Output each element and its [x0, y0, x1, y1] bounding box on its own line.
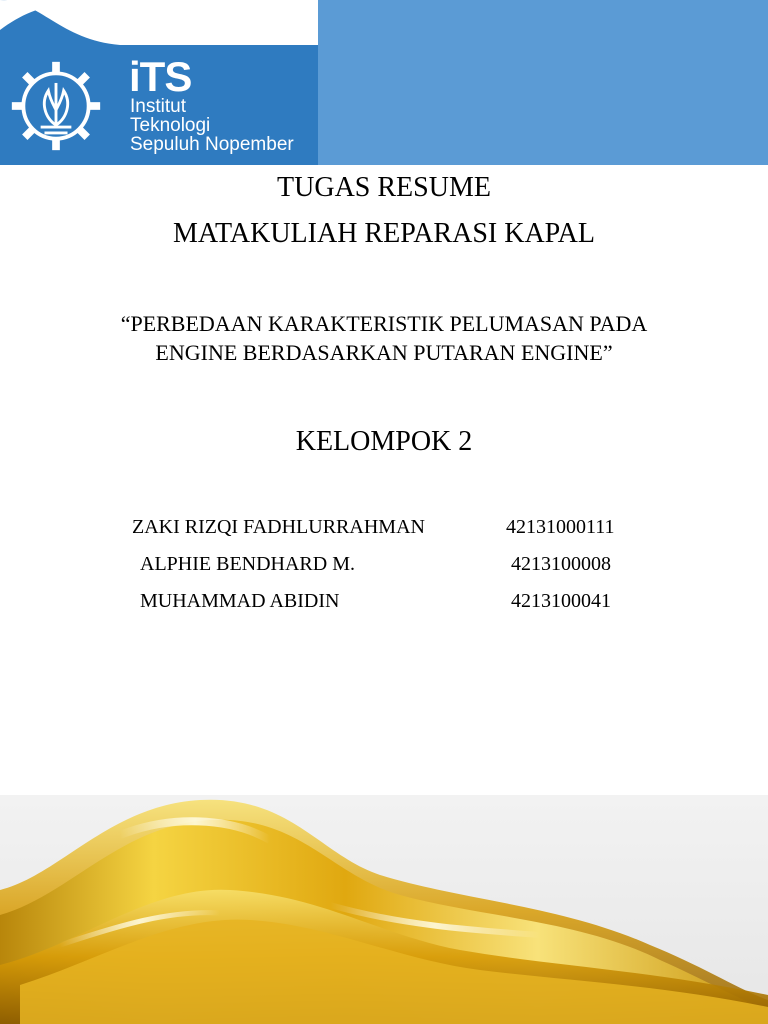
logo-abbreviation: iTS	[129, 53, 192, 100]
document-title-line-2: MATAKULIAH REPARASI KAPAL	[173, 218, 595, 249]
header-banner-right	[318, 0, 768, 165]
document-title-line-1: TUGAS RESUME	[277, 172, 491, 203]
oil-wave-image	[0, 795, 768, 1024]
member-nrp: 4213100041	[511, 590, 611, 612]
logo-text-line-1: Institut	[130, 96, 186, 117]
its-emblem-icon	[8, 58, 104, 154]
member-nrp: 42131000111	[506, 516, 615, 538]
logo-text-line-3: Sepuluh Nopember	[130, 134, 294, 155]
member-nrp: 4213100008	[511, 553, 611, 575]
member-name: ZAKI RIZQI FADHLURRAHMAN	[132, 516, 425, 538]
topic-line-2: ENGINE BERDASARKAN PUTARAN ENGINE”	[155, 340, 613, 365]
group-heading: KELOMPOK 2	[295, 426, 473, 457]
logo-text-line-2: Teknologi	[130, 115, 211, 136]
member-name: ALPHIE BENDHARD M.	[140, 553, 355, 575]
member-name: MUHAMMAD ABIDIN	[140, 590, 340, 612]
topic-line-1: “PERBEDAAN KARAKTERISTIK PELUMASAN PADA	[120, 311, 648, 336]
